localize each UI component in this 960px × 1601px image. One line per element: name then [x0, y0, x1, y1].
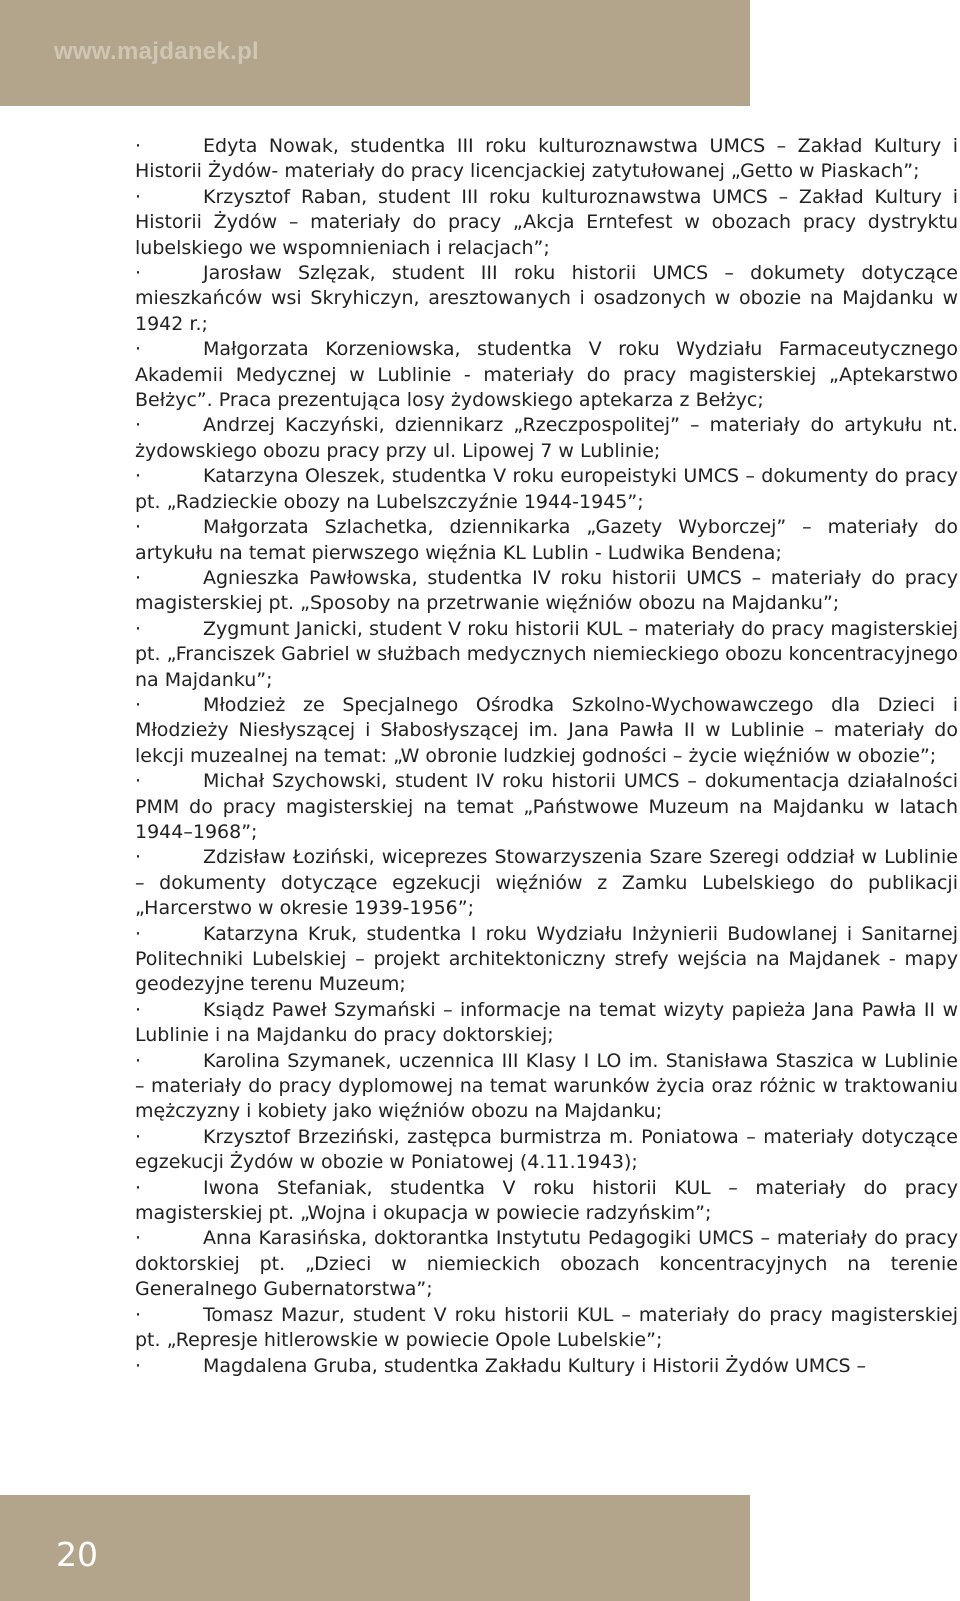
list-item — [135, 134, 958, 185]
bullet-marker: · — [135, 516, 142, 539]
bullet-marker: · — [135, 922, 142, 945]
entry-text: Małgorzata Korzeniowska, studentka V roku Wydziału Farmaceutycznego Akademii Medycznej w Lublinie - materiały do pracy magisterskiej „Aptekarstwo Bełżyc”. Praca prezentująca losy żydowskiego aptekarza z Bełżyc; — [135, 338, 958, 412]
list-item — [135, 1303, 958, 1354]
list-item — [135, 1176, 958, 1227]
list-item — [135, 185, 958, 261]
bullet-marker: · — [135, 998, 142, 1021]
bullet-marker: · — [135, 566, 142, 589]
entry-text: Małgorzata Szlachetka, dziennikarka „Gazety Wyborczej” – materiały do artykułu na temat pierwszego więźnia KL Lublin - Ludwika Bendena; — [135, 516, 958, 564]
entries-list — [135, 134, 958, 1379]
bullet-marker: · — [135, 1303, 142, 1326]
entry-text: Młodzież ze Specjalnego Ośrodka Szkolno-Wychowawczego dla Dzieci i Młodzieży Niesłyszącej i Słabosłyszącej im. Jana Pawła II w Lublinie – materiały do lekcji muzealnej na temat: „W obronie ludzkiej godności – życie więźniów w obozie”; — [135, 693, 958, 767]
entry-text: Krzysztof Brzeziński, zastępca burmistrza m. Poniatowa – materiały dotyczące egzekucji Żydów w obozie w Poniatowej (4.11.1943); — [135, 1125, 958, 1174]
entry-text: Andrzej Kaczyński, dziennikarz „Rzeczpospolitej” – materiały do artykułu nt. żydowskiego obozu pracy przy ul. Lipowej 7 w Lublinie; — [135, 414, 958, 462]
entry-text: Katarzyna Oleszek, studentka V roku europeistyki UMCS – dokumenty do pracy pt. „Radzieckie obozy na Lubelszczyźnie 1944-1945”; — [135, 465, 958, 513]
footer-band — [0, 1495, 750, 1601]
bullet-marker: · — [135, 770, 142, 793]
list-item — [135, 1354, 958, 1379]
entry-text: Krzysztof Raban, student III roku kulturoznawstwa UMCS – Zakład Kultury i Historii Żydów – materiały do pracy „Akcja Erntefest w obozach pracy dystryktu lubelskiego we wspomnieniach i relacjach”; — [135, 185, 958, 259]
list-item — [135, 464, 958, 515]
entry-text: Agnieszka Pawłowska, studentka IV roku historii UMCS – materiały do pracy magisterskiej pt. „Sposoby na przetrwanie więźniów obozu na Majdanku”; — [135, 566, 958, 615]
bullet-marker: · — [135, 617, 142, 640]
entry-text: Anna Karasińska, doktorantka Instytutu Pedagogiki UMCS – materiały do pracy doktorskiej pt. „Dzieci w niemieckich obozach koncentracyjnych na terenie Generalnego Gubernatorstwa”; — [135, 1227, 958, 1301]
entry-text: Zygmunt Janicki, student V roku historii KUL – materiały do pracy magisterskiej pt. „Franciszek Gabriel w służbach medycznych niemieckiego obozu koncentracyjnego na Majdanku”; — [135, 617, 958, 691]
bullet-marker: · — [135, 135, 142, 157]
site-url: www.majdanek.pl — [54, 38, 259, 65]
entry-text: Karolina Szymanek, uczennica III Klasy I LO im. Stanisława Staszica w Lublinie – materiały do pracy dyplomowej na temat warunków życia oraz różnic w traktowaniu mężczyzny i kobiety jako więźniów obozu na Majdanku; — [135, 1049, 958, 1123]
bullet-marker: · — [135, 1354, 142, 1377]
bullet-marker: · — [135, 465, 142, 488]
entry-text: Edyta Nowak, studentka III roku kulturoznawstwa UMCS – Zakład Kultury i Historii Żydów- materiały do pracy licencjackiej zatytułowanej „Getto w Piaskach”; — [135, 135, 958, 183]
list-item — [135, 413, 958, 464]
bullet-marker: · — [135, 414, 142, 437]
list-item — [135, 337, 958, 413]
bullet-marker: · — [135, 185, 142, 208]
bullet-marker: · — [135, 1227, 142, 1250]
list-item — [135, 1125, 958, 1176]
list-item — [135, 693, 958, 769]
entry-text: Katarzyna Kruk, studentka I roku Wydziału Inżynierii Budowlanej i Sanitarnej Politechniki Lubelskiej – projekt architektoniczny strefy wejścia na Majdanek - mapy geodezyjne terenu Muzeum; — [135, 922, 958, 996]
entry-text: Iwona Stefaniak, studentka V roku historii KUL – materiały do pracy magisterskiej pt. „Wojna i okupacja w powiecie radzyńskim”; — [135, 1176, 958, 1225]
bullet-marker: · — [135, 846, 142, 869]
bullet-marker: · — [135, 1176, 142, 1199]
list-item — [135, 261, 958, 337]
entry-text: Jarosław Szlęzak, student III roku historii UMCS – dokumety dotyczące mieszkańców wsi Skryhiczyn, aresztowanych i osadzonych w obozie na Majdanku w 1942 r.; — [135, 262, 958, 335]
list-item — [135, 566, 958, 617]
entry-text: Ksiądz Paweł Szymański – informacje na temat wizyty papieża Jana Pawła II w Lublinie i na Majdanku do pracy doktorskiej; — [135, 998, 958, 1047]
list-item — [135, 922, 958, 998]
list-item — [135, 998, 958, 1049]
entry-text: Tomasz Mazur, student V roku historii KUL – materiały do pracy magisterskiej pt. „Represje hitlerowskie w powiecie Opole Lubelskie”; — [135, 1303, 958, 1352]
list-item — [135, 1226, 958, 1302]
list-item — [135, 515, 958, 566]
entry-text: Michał Szychowski, student IV roku historii UMCS – dokumentacja działalności PMM do pracy magisterskiej na temat „Państwowe Muzeum na Majdanku w latach 1944–1968”; — [135, 770, 958, 843]
entry-text: Magdalena Gruba, studentka Zakładu Kultury i Historii Żydów UMCS – — [203, 1354, 867, 1377]
entry-text: Zdzisław Łoziński, wiceprezes Stowarzyszenia Szare Szeregi oddział w Lublinie – dokumenty dotyczące egzekucji więźniów z Zamku Lubelskiego do publikacji „Harcerstwo w okresie 1939-1956”; — [135, 846, 958, 920]
list-item — [135, 845, 958, 921]
page-number: 20 — [56, 1535, 98, 1574]
list-item — [135, 617, 958, 693]
bullet-marker: · — [135, 1125, 142, 1148]
header-band — [0, 0, 750, 106]
bullet-marker: · — [135, 693, 142, 716]
list-item — [135, 769, 958, 845]
bullet-marker: · — [135, 262, 142, 285]
bullet-marker: · — [135, 338, 142, 361]
bullet-marker: · — [135, 1049, 142, 1072]
list-item — [135, 1049, 958, 1125]
